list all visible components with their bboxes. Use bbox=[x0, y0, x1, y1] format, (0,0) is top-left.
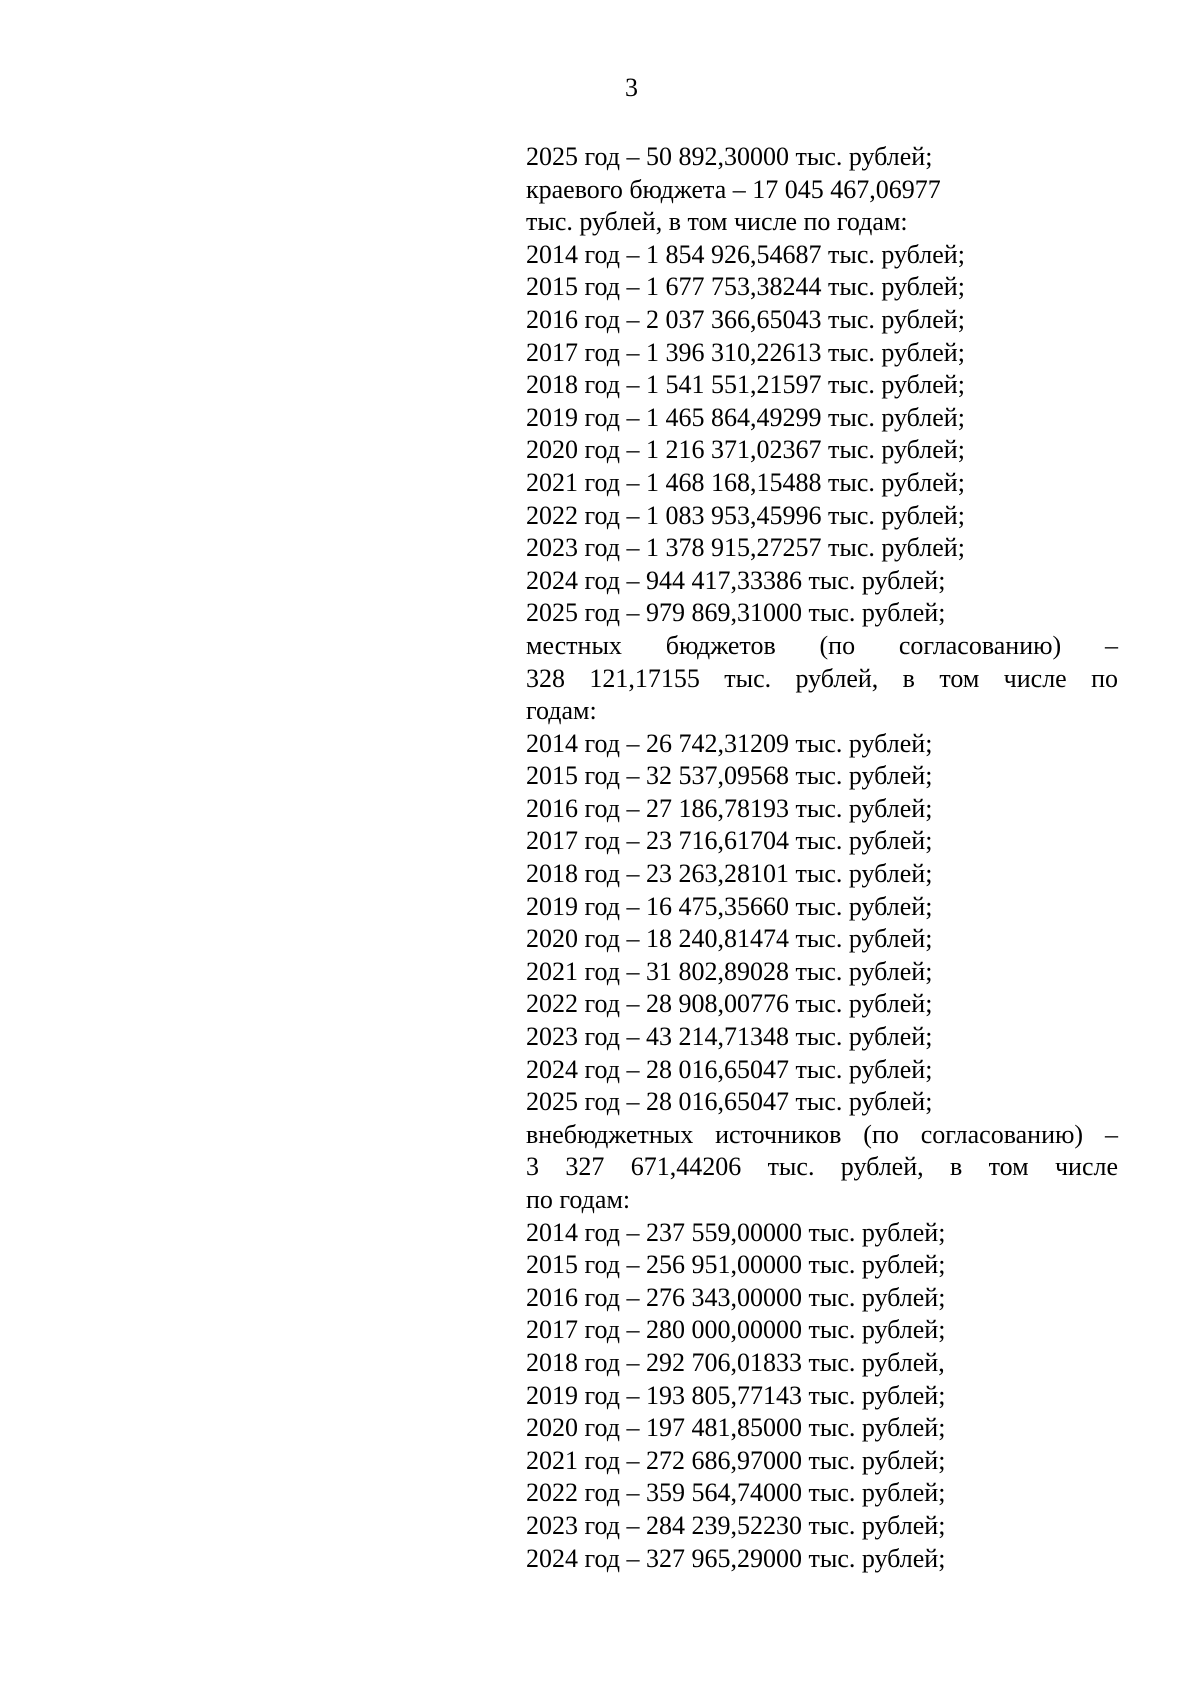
text-line: 2015 год – 32 537,09568 тыс. рублей; bbox=[526, 761, 933, 791]
text-line: 2015 год – 256 951,00000 тыс. рублей; bbox=[526, 1250, 946, 1280]
text-line: 2021 год – 272 686,97000 тыс. рублей; bbox=[526, 1445, 946, 1475]
text-line: 2016 год – 27 186,78193 тыс. рублей; bbox=[526, 793, 933, 823]
text-line: по годам: bbox=[526, 1185, 631, 1214]
text-line: 2022 год – 359 564,74000 тыс. рублей; bbox=[526, 1478, 946, 1508]
text-line: 2018 год – 1 541 551,21597 тыс. рублей; bbox=[526, 370, 965, 400]
text-line: 2023 год – 1 378 915,27257 тыс. рублей; bbox=[526, 533, 965, 563]
text-line: 2018 год – 23 263,28101 тыс. рублей; bbox=[526, 859, 933, 889]
text-line: 2023 год – 43 214,71348 тыс. рублей; bbox=[526, 1022, 933, 1052]
text-line: 2018 год – 292 706,01833 тыс. рублей, bbox=[526, 1347, 945, 1377]
text-line: 2014 год – 1 854 926,54687 тыс. рублей; bbox=[526, 239, 965, 269]
text-line: 2024 год – 28 016,65047 тыс. рублей; bbox=[526, 1054, 933, 1084]
extrabudgetary-heading bbox=[526, 1119, 1118, 1217]
text-line: 2020 год – 18 240,81474 тыс. рублей; bbox=[526, 924, 933, 954]
text-line: 2023 год – 284 239,52230 тыс. рублей; bbox=[526, 1510, 946, 1540]
text-line: 2017 год – 23 716,61704 тыс. рублей; bbox=[526, 826, 933, 856]
text-line: 2021 год – 1 468 168,15488 тыс. рублей; bbox=[526, 467, 965, 497]
text-line: 328 121,17155 тыс. рублей, в том числе по bbox=[526, 663, 1118, 693]
text-line: 2025 год – 50 892,30000 тыс. рублей; bbox=[526, 142, 933, 171]
text-line: 2020 год – 1 216 371,02367 тыс. рублей; bbox=[526, 435, 965, 465]
text-line: 2014 год – 237 559,00000 тыс. рублей; bbox=[526, 1217, 946, 1247]
text-line: 2020 год – 197 481,85000 тыс. рублей; bbox=[526, 1413, 946, 1443]
text-line: 2022 год – 28 908,00776 тыс. рублей; bbox=[526, 989, 933, 1019]
text-line: 3 327 671,44206 тыс. рублей, в том числе bbox=[526, 1152, 1118, 1182]
text-line: 2025 год – 979 869,31000 тыс. рублей; bbox=[526, 598, 946, 628]
document-body bbox=[526, 141, 1118, 1575]
text-line: 2019 год – 193 805,77143 тыс. рублей; bbox=[526, 1380, 946, 1410]
extrabudgetary-section bbox=[526, 1217, 1118, 1576]
regional-budget-section bbox=[526, 141, 1118, 630]
text-line: годам: bbox=[526, 696, 597, 726]
text-line: 2021 год – 31 802,89028 тыс. рублей; bbox=[526, 956, 933, 986]
local-budgets-section bbox=[526, 728, 1118, 1119]
text-line: 2017 год – 280 000,00000 тыс. рублей; bbox=[526, 1315, 946, 1345]
page-number: 3 bbox=[625, 73, 638, 102]
text-line: 2019 год – 16 475,35660 тыс. рублей; bbox=[526, 891, 933, 921]
text-line: местных бюджетов (по согласованию) – bbox=[526, 630, 1118, 660]
text-line: 2022 год – 1 083 953,45996 тыс. рублей; bbox=[526, 500, 965, 530]
text-line: 2017 год – 1 396 310,22613 тыс. рублей; bbox=[526, 337, 965, 367]
text-line: 2016 год – 276 343,00000 тыс. рублей; bbox=[526, 1282, 946, 1312]
text-line: внебюджетных источников (по согласованию) – bbox=[526, 1119, 1118, 1149]
text-line: 2025 год – 28 016,65047 тыс. рублей; bbox=[526, 1087, 933, 1117]
text-line: 2016 год – 2 037 366,65043 тыс. рублей; bbox=[526, 304, 965, 334]
text-line: тыс. рублей, в том числе по годам: bbox=[526, 207, 908, 237]
text-line: 2019 год – 1 465 864,49299 тыс. рублей; bbox=[526, 402, 965, 432]
text-line: 2024 год – 327 965,29000 тыс. рублей; bbox=[526, 1543, 946, 1573]
text-line: краевого бюджета – 17 045 467,06977 bbox=[526, 174, 941, 204]
text-line: 2014 год – 26 742,31209 тыс. рублей; bbox=[526, 728, 933, 758]
text-line: 2015 год – 1 677 753,38244 тыс. рублей; bbox=[526, 272, 965, 302]
text-line: 2024 год – 944 417,33386 тыс. рублей; bbox=[526, 565, 946, 595]
local-budgets-heading bbox=[526, 630, 1118, 728]
